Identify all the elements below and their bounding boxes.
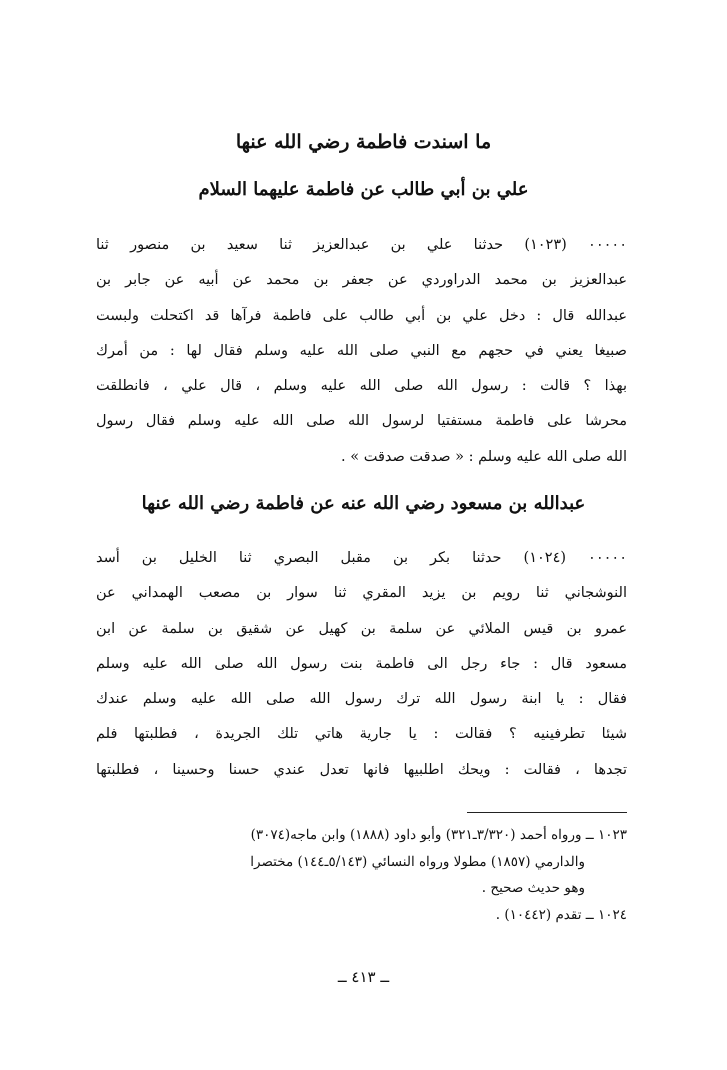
footnotes	[96, 822, 627, 928]
text-line: الله صلى الله عليه وسلم : « صدقت صدقت » .	[341, 448, 627, 465]
footnote-1023: ١٠٢٣ ــ ورواه أحمد (٣/٣٢٠ـ٣٢١) وأبو داود (١٨٨٨) وابن ماجه(٣٠٧٤)	[250, 827, 627, 843]
footnote-1024: ١٠٢٤ ــ تقدم (١٠٤٤٢) .	[495, 906, 627, 923]
subsection-title-2: عبدالله بن مسعود رضي الله عنه عن فاطمة رضي الله عنها	[141, 493, 586, 514]
hadith-1023-paragraph	[96, 228, 627, 475]
text-line: عمرو بن قيس الملائي عن سلمة بن كهيل عن شقيق بن سلمة عن ابن	[96, 620, 627, 637]
text-line: عبدالعزيز بن محمد الدراوردي عن جعفر بن محمد عن أبيه عن جابر بن	[96, 272, 627, 289]
subsection-title-1: علي بن أبي طالب عن فاطمة عليهما السلام	[198, 179, 529, 200]
text-line: النوشجاني ثنا رويم بن يزيد المقري ثنا سوار بن مصعب الهمداني عن	[96, 585, 627, 602]
text-line: فقال : يا ابنة رسول الله ترك رسول الله صلى الله عليه وسلم عندك	[96, 691, 627, 708]
footnote-1023-continuation: والدارمي (١٨٥٧) مطولا ورواه النسائي (٥/١٤٣ـ١٤٤) مختصرا	[250, 853, 585, 870]
footnote-1023-grading: وهو حديث صحيح .	[481, 880, 585, 896]
text-line: عبدالله قال : دخل علي بن أبي طالب على فاطمة فرآها قد اكتحلت ولبست	[96, 307, 627, 324]
text-line: ٠٠٠٠٠ (١٠٢٤) حدثنا بكر بن مقبل البصري ثنا الخليل بن أسد	[96, 550, 627, 566]
text-line: محرشا على فاطمة مستفتيا لرسول الله صلى الله عليه وسلم فقال رسول	[96, 413, 627, 430]
section-title: ما اسندت فاطمة رضي الله عنها	[235, 131, 492, 153]
text-line: شيئا تطرفينيه ؟ فقالت : يا جارية هاتي تلك الجريدة ، فطلبتها فلم	[96, 726, 627, 743]
footnote-divider	[467, 812, 627, 813]
text-line: صبيغا يعني في حجهم مع النبي صلى الله عليه وسلم فقال لها : من أمرك	[96, 342, 627, 359]
text-line: تجدها ، فقالت : ويحك اطلبيها فانها تعدل عندي حسنا وحسينا ، فطلبتها	[96, 761, 627, 778]
text-line: مسعود قال : جاء رجل الى فاطمة بنت رسول الله صلى الله عليه وسلم	[96, 655, 627, 672]
page-number: ــ ٤١٣ ــ	[337, 968, 390, 986]
text-line: ٠٠٠٠٠ (١٠٢٣) حدثنا علي بن عبدالعزيز ثنا سعيد بن منصور ثنا	[96, 237, 627, 253]
hadith-1024-paragraph	[96, 541, 627, 788]
text-line: بهذا ؟ قالت : رسول الله صلى الله عليه وسلم ، قال علي ، فانطلقت	[96, 378, 627, 395]
